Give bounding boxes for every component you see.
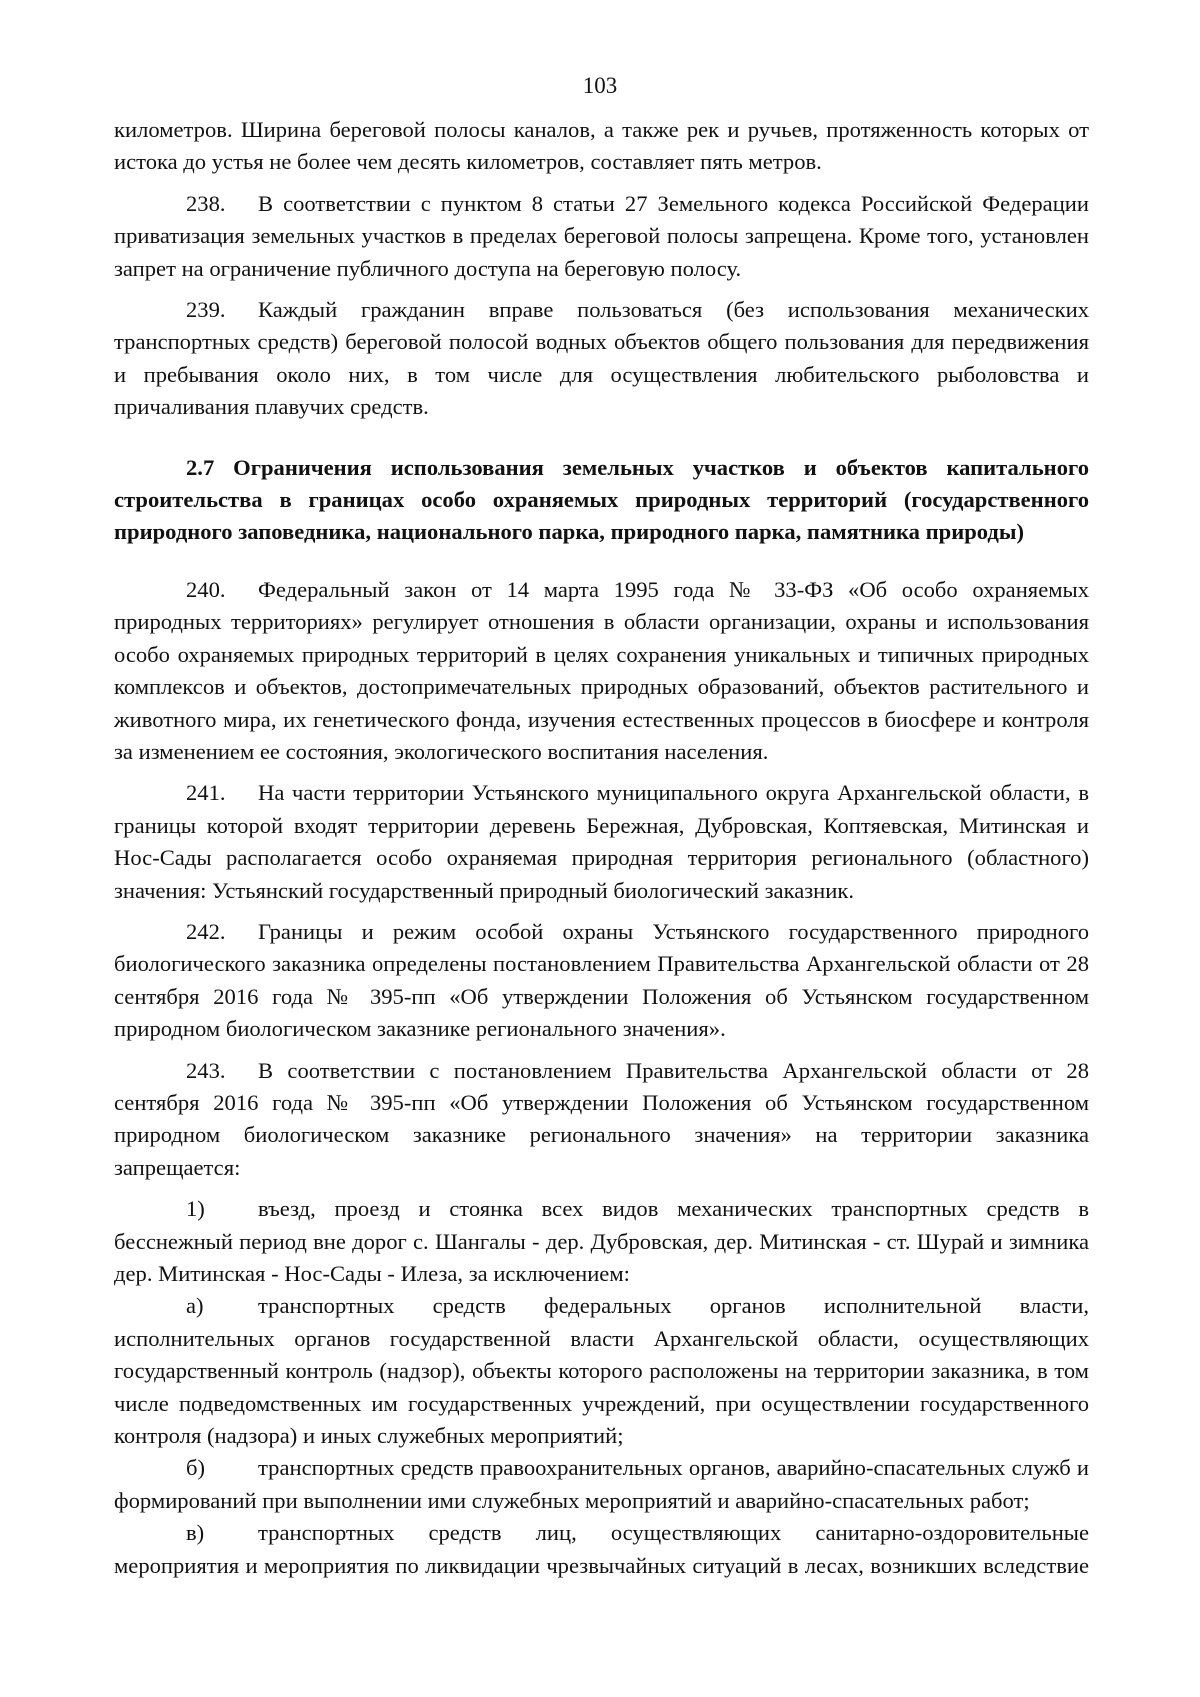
paragraph-text: Федеральный закон от 14 марта 1995 года № 33-ФЗ «Об особо охраняемых природных территориях» регулирует отношения в области организации, охраны и использования особо охраняемых природных территорий в целях сохранения уникальных и типичных природных комплексов и объектов, достопримечательных природных образований, объектов растительного и животного мира, их генетического фонда, изучения естественных процессов в биосфере и контроля за изменением ее состояния, экологического воспитания населения. (114, 576, 1089, 764)
paragraph-text: В соответствии с постановлением Правительства Архангельской области от 28 сентября 2016 года № 395-пп «Об утверждении Положения об Устьянском государственном природном биологическом заказнике регионального значения» на территории заказника запрещается: (114, 1057, 1089, 1180)
intro-paragraph: километров. Ширина береговой полосы каналов, а также рек и ручьев, протяженность которых от истока до устья не более чем десять километров, составляет пять метров. (114, 117, 1089, 175)
paragraph-239 (114, 294, 1089, 424)
paragraph-number: 241. (186, 780, 226, 806)
paragraph-number: 243. (186, 1057, 226, 1083)
section-heading: 2.7 Ограничения использования земельных участков и объектов капитального строительства в границах особо охраняемых природных территорий (государственного природного заповедника, национального парка, природного парка, памятника природы) (114, 454, 1089, 545)
list-marker: 1) (186, 1196, 205, 1222)
list-marker: а) (186, 1293, 204, 1319)
page-number: 103 (582, 73, 618, 98)
paragraph-text: В соответствии с пунктом 8 статьи 27 Земельного кодекса Российской Федерации приватизация земельных участков в пределах береговой полосы запрещена. Кроме того, установлен запрет на ограничение публичного доступа на береговую полосу. (114, 190, 1089, 281)
paragraph-238 (114, 188, 1089, 285)
paragraph-number: 238. (186, 190, 226, 216)
paragraph-number: 242. (186, 918, 226, 944)
paragraph-240 (114, 574, 1089, 768)
paragraph-text: Каждый гражданин вправе пользоваться (без использования механических транспортных средств) береговой полосой водных объектов общего пользования для передвижения и пребывания около них, в том числе для осуществления любительского рыболовства и причаливания плавучих средств. (114, 297, 1089, 420)
list-item-text: транспортных средств правоохранительных органов, аварийно-спасательных служб и формирований при выполнении ими служебных мероприятий и аварийно-спасательных работ; (114, 1455, 1089, 1513)
list-item-1 (114, 1193, 1089, 1290)
list-marker: в) (186, 1520, 205, 1546)
list-item-a (114, 1290, 1089, 1452)
list-item-text: въезд, проезд и стоянка всех видов механических транспортных средств в бесснежный период вне дорог с. Шангалы - дер. Дубровская, дер. Митинская - ст. Шурай и зимника дер. Митинская - Нос-Сады - Илеза, за исключением: (114, 1196, 1089, 1286)
paragraph-text: Границы и режим особой охраны Устьянского государственного природного биологического заказника определены постановлением Правительства Архангельской области от 28 сентября 2016 года № 395-пп «Об утверждении Положения об Устьянском государственном природном биологическом заказнике регионального значения». (114, 918, 1089, 1042)
paragraph-text: На части территории Устьянского муниципального округа Архангельской области, в границы которой входят территории деревень Бережная, Дубровская, Коптяевская, Митинская и Нос-Сады располагается особо охраняемая природная территория регионального (областного) значения: Устьянский государственный природный биологический заказник. (114, 780, 1089, 903)
list-item-text: транспортных средств федеральных органов исполнительной власти, исполнительных органов государственной власти Архангельской области, осуществляющих государственный контроль (надзор), объекты которого расположены на территории заказника, в том числе подведомственных им государственных учреждений, при осуществлении государственного контроля (надзора) и иных служебных мероприятий; (114, 1293, 1089, 1449)
paragraph-number: 240. (186, 576, 226, 602)
list-item-text: транспортных средств лиц, осуществляющих санитарно-оздоровительные мероприятия и мероприятия по ликвидации чрезвычайных ситуаций в лесах, возникших вследствие (114, 1520, 1089, 1578)
document-body (114, 114, 1089, 1582)
list-item-v (114, 1517, 1089, 1582)
list-item-b (114, 1452, 1089, 1517)
paragraph-241 (114, 777, 1089, 907)
list-marker: б) (186, 1455, 206, 1481)
paragraph-243 (114, 1055, 1089, 1185)
paragraph-242 (114, 916, 1089, 1046)
paragraph-number: 239. (186, 297, 226, 323)
